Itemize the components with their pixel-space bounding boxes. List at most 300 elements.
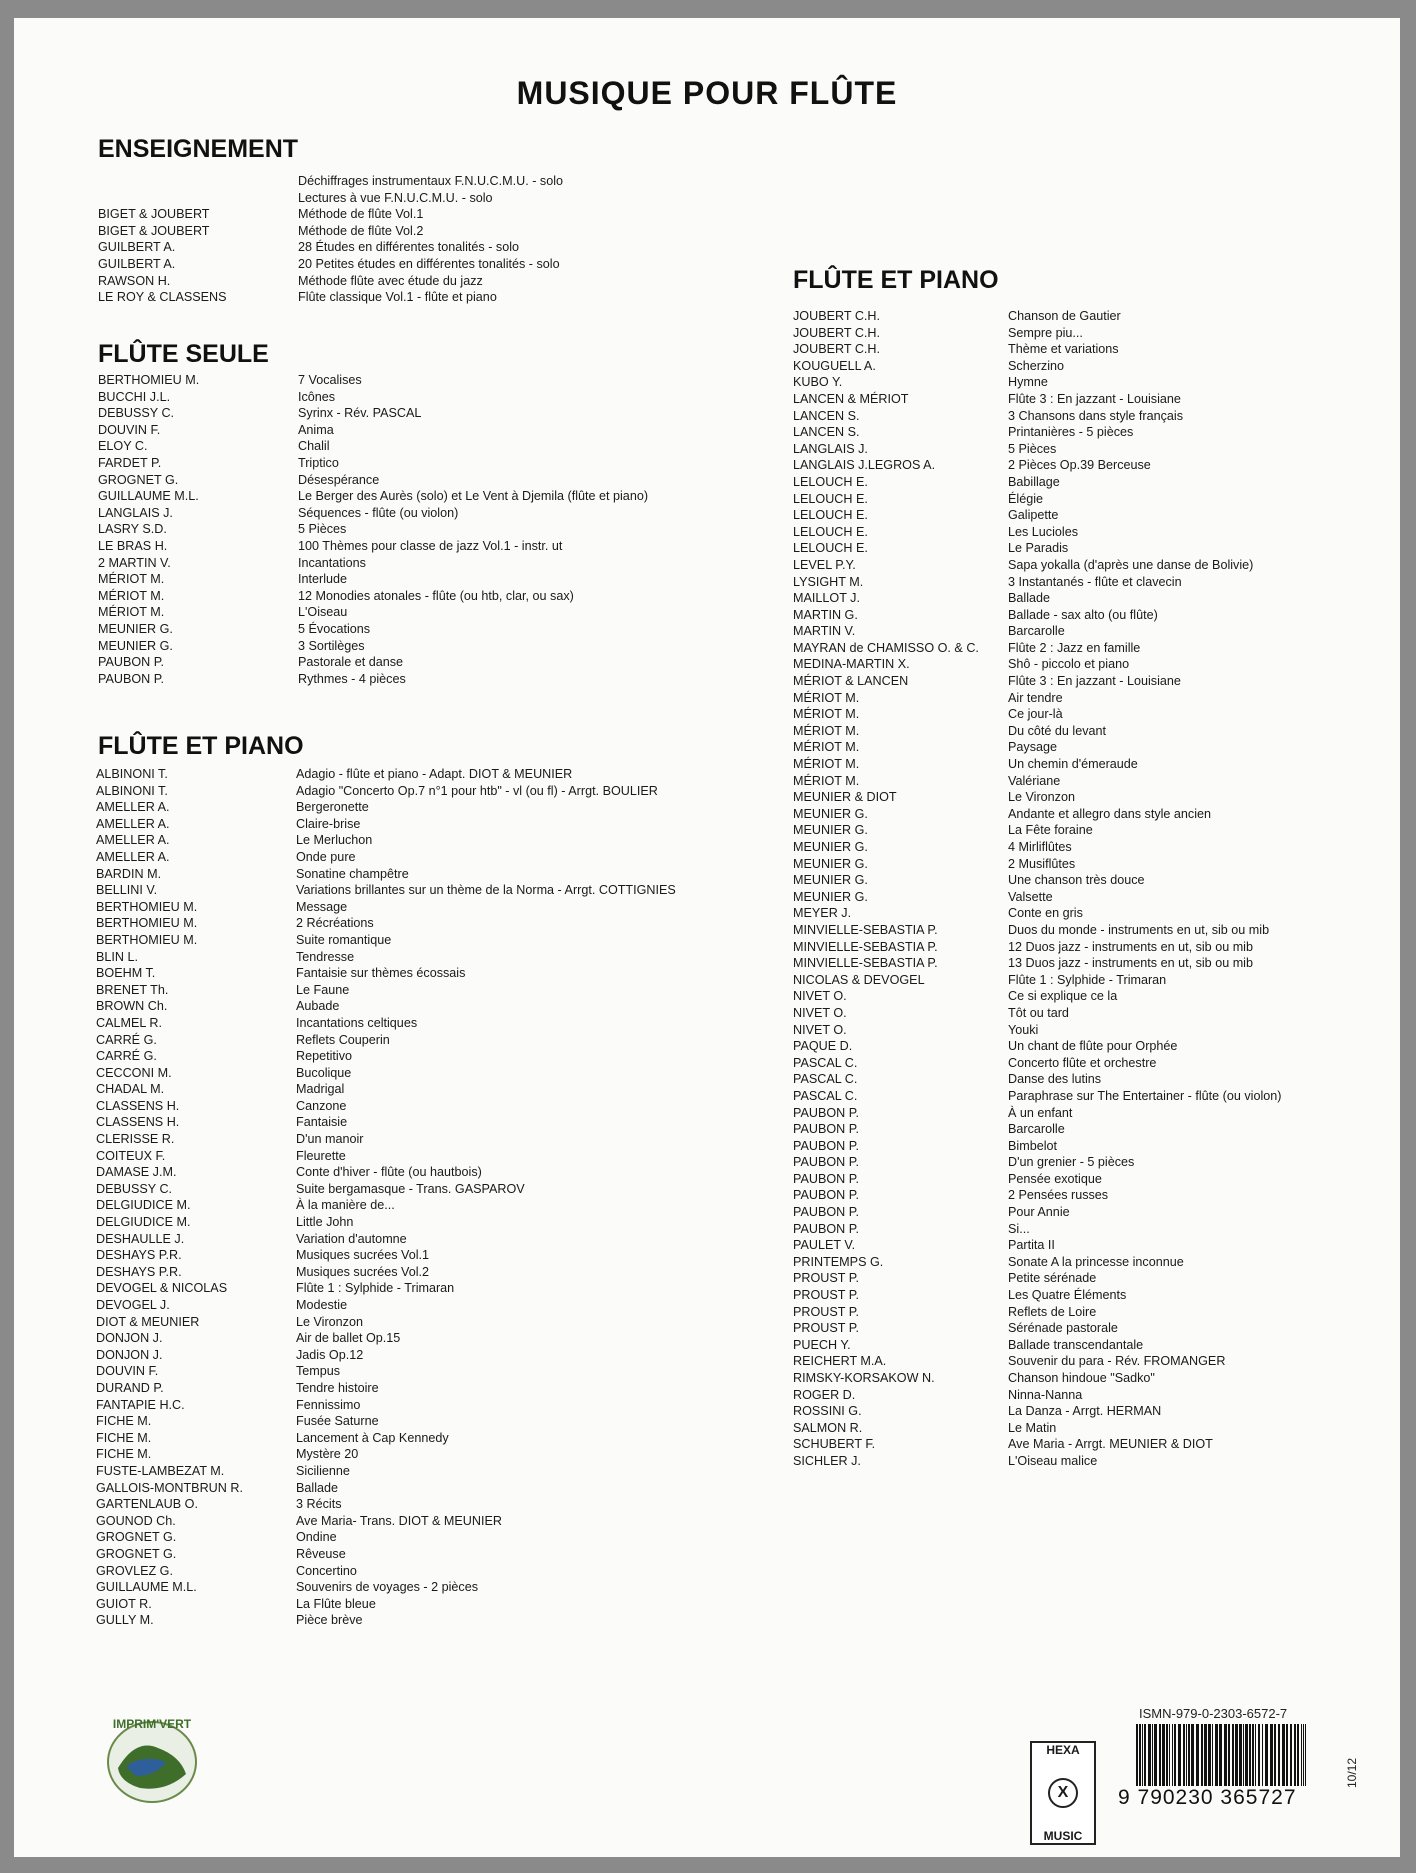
composer-name: ALBINONI T. — [96, 783, 168, 798]
composer-name: PROUST P. — [793, 1288, 860, 1303]
composer-name: FICHE M. — [96, 1430, 152, 1445]
list-item — [96, 932, 676, 949]
list-item — [793, 1221, 1281, 1238]
list-item — [96, 799, 676, 816]
work-title: Paysage — [1008, 740, 1058, 755]
composer-name: REICHERT M.A. — [793, 1354, 887, 1369]
list-item — [96, 1314, 676, 1331]
work-title: Le Berger des Aurès (solo) et Le Vent à Djemila (flûte et piano) — [298, 489, 649, 504]
list-item — [96, 1098, 676, 1115]
composer-name: FICHE M. — [96, 1447, 152, 1462]
work-title: Flûte 3 : En jazzant - Louisiane — [1008, 391, 1181, 406]
work-title: Valériane — [1008, 773, 1061, 788]
composer-name: BELLINI V. — [96, 883, 158, 898]
list-item — [793, 640, 1281, 657]
work-title: Ave Maria- Trans. DIOT & MEUNIER — [296, 1513, 502, 1528]
composer-name: DEVOGEL & NICOLAS — [96, 1281, 228, 1296]
list-item — [96, 1330, 676, 1347]
list-item — [96, 1181, 676, 1198]
list-item — [96, 849, 676, 866]
composer-name: MÉRIOT M. — [98, 605, 165, 620]
work-title: Flûte 3 : En jazzant - Louisiane — [1008, 674, 1181, 689]
work-title: Babillage — [1008, 474, 1060, 489]
composer-name: MEUNIER G. — [793, 856, 868, 871]
work-title: Madrigal — [296, 1082, 345, 1097]
work-title: La Danza - Arrgt. HERMAN — [1008, 1404, 1162, 1419]
list-item — [96, 1280, 676, 1297]
list-item — [793, 1154, 1281, 1171]
composer-name — [98, 173, 298, 190]
composer-name: PAUBON P. — [793, 1205, 860, 1220]
composer-name: PAUBON P. — [793, 1155, 860, 1170]
composer-name: LASRY S.D. — [98, 522, 167, 537]
section-list-flute-piano-right — [793, 308, 1281, 1470]
list-item — [793, 474, 1281, 491]
work-title: Triptico — [298, 455, 339, 470]
list-item — [96, 766, 676, 783]
list-item — [96, 899, 676, 916]
work-title: Adagio "Concerto Op.7 n°1 pour htb" - vl (ou fl) - Arrgt. BOULIER — [296, 783, 658, 798]
composer-name: LELOUCH E. — [793, 541, 868, 556]
work-title: Claire-brise — [296, 816, 361, 831]
barcode-bar — [1305, 1724, 1306, 1786]
list-item — [793, 391, 1281, 408]
list-item — [793, 955, 1281, 972]
composer-name: BIGET & JOUBERT — [98, 223, 210, 238]
composer-name: ROGER D. — [793, 1387, 856, 1402]
list-item — [793, 656, 1281, 673]
work-title: Pièce brève — [296, 1613, 363, 1628]
composer-name: CECCONI M. — [96, 1065, 172, 1080]
list-item — [96, 1397, 676, 1414]
list-item — [793, 1204, 1281, 1221]
barcode-bar — [1252, 1724, 1254, 1786]
list-item — [98, 521, 648, 538]
list-item — [98, 438, 648, 455]
section-heading-enseignement: ENSEIGNEMENT — [98, 135, 299, 163]
list-item — [98, 289, 563, 306]
work-title: Le Vironzon — [296, 1314, 363, 1329]
composer-name: GROGNET G. — [96, 1530, 177, 1545]
composer-name: 2 MARTIN V. — [98, 555, 171, 570]
work-title: À un enfant — [1008, 1105, 1073, 1120]
composer-name: PAUBON P. — [793, 1122, 860, 1137]
work-title: Jadis Op.12 — [296, 1347, 364, 1362]
barcode-bar — [1278, 1724, 1280, 1786]
composer-name: DEBUSSY C. — [96, 1181, 173, 1196]
composer-name: CHADAL M. — [96, 1082, 165, 1097]
composer-name — [98, 190, 298, 207]
work-title: Fleurette — [296, 1148, 346, 1163]
list-item — [96, 1114, 676, 1131]
work-title: À la manière de... — [296, 1198, 395, 1213]
work-title: L'Oiseau — [298, 605, 348, 620]
work-title: Ballade - sax alto (ou flûte) — [1008, 607, 1158, 622]
work-title: Méthode de flûte Vol.2 — [298, 223, 424, 238]
composer-name: MÉRIOT M. — [793, 757, 860, 772]
list-item — [98, 273, 563, 290]
work-title: Sempre piu... — [1008, 325, 1083, 340]
work-title: Chalil — [298, 439, 330, 454]
barcode-bar — [1136, 1724, 1138, 1786]
composer-name: GUIOT R. — [96, 1596, 152, 1611]
work-title: Musiques sucrées Vol.2 — [296, 1264, 430, 1279]
list-item — [98, 405, 648, 422]
composer-name: BERTHOMIEU M. — [98, 373, 200, 387]
composer-name: MEUNIER G. — [793, 873, 868, 888]
list-item — [793, 1187, 1281, 1204]
composer-name: GOUNOD Ch. — [96, 1513, 176, 1528]
work-title: 100 Thèmes pour classe de jazz Vol.1 - instr. ut — [298, 538, 563, 553]
work-title: 3 Chansons dans style français — [1008, 408, 1184, 423]
work-title: 7 Vocalises — [298, 373, 362, 387]
composer-name: DURAND P. — [96, 1380, 164, 1395]
barcode-bar — [1282, 1724, 1285, 1786]
list-item — [793, 408, 1281, 425]
composer-name: KOUGUELL A. — [793, 358, 876, 373]
work-title: Interlude — [298, 572, 348, 587]
list-item — [793, 341, 1281, 358]
barcode-bar — [1162, 1724, 1165, 1786]
composer-name: PAUBON P. — [793, 1138, 860, 1153]
work-title: 2 Récréations — [296, 916, 374, 931]
list-item — [98, 671, 648, 688]
list-item — [793, 822, 1281, 839]
list-item — [793, 1005, 1281, 1022]
composer-name: MEUNIER & DIOT — [793, 790, 897, 805]
work-title: Les Quatre Éléments — [1008, 1288, 1127, 1303]
composer-name: MEDINA-MARTIN X. — [793, 657, 910, 672]
work-title: Un chemin d'émeraude — [1008, 757, 1138, 772]
section-list-flute-piano-left — [96, 766, 676, 1629]
composer-name: MÉRIOT M. — [98, 588, 165, 603]
list-item — [96, 866, 676, 883]
list-item — [793, 1254, 1281, 1271]
composer-name: DELGIUDICE M. — [96, 1215, 191, 1230]
list-item — [793, 325, 1281, 342]
composer-name: MINVIELLE-SEBASTIA P. — [793, 922, 938, 937]
composer-name: LANGLAIS J. — [793, 441, 868, 456]
list-item — [98, 422, 648, 439]
composer-name: MÉRIOT M. — [793, 723, 860, 738]
composer-name: BRENET Th. — [96, 982, 169, 997]
barcode-bar — [1235, 1724, 1238, 1786]
list-item — [793, 424, 1281, 441]
composer-name: BERTHOMIEU M. — [96, 916, 198, 931]
work-title: Barcarolle — [1008, 624, 1065, 639]
composer-name: DONJON J. — [96, 1347, 163, 1362]
composer-name: LE BRAS H. — [98, 538, 168, 553]
composer-name: BUCCHI J.L. — [98, 389, 171, 404]
barcode-bar — [1178, 1724, 1181, 1786]
list-item — [793, 1436, 1281, 1453]
section-heading-flute-seule: FLÛTE SEULE — [98, 340, 269, 368]
list-item — [793, 1171, 1281, 1188]
work-title: Sonate A la princesse inconnue — [1008, 1254, 1184, 1269]
list-item — [96, 1446, 676, 1463]
list-item — [96, 1032, 676, 1049]
composer-name: PAULET V. — [793, 1238, 856, 1253]
work-title: Souvenir du para - Rév. FROMANGER — [1008, 1354, 1226, 1369]
list-item — [96, 1148, 676, 1165]
work-title: Désespérance — [298, 472, 380, 487]
work-title: Little John — [296, 1215, 354, 1230]
work-title: Chanson hindoue "Sadko" — [1008, 1371, 1155, 1385]
work-title: Aubade — [296, 999, 340, 1014]
work-title: Sapa yokalla (d'après une danse de Bolivie) — [1008, 557, 1254, 572]
work-title: La Flûte bleue — [296, 1596, 376, 1611]
barcode-bar — [1270, 1724, 1273, 1786]
work-title: Partita II — [1008, 1238, 1055, 1253]
list-item — [793, 308, 1281, 325]
composer-name: PAUBON P. — [98, 671, 165, 686]
work-title: La Fête foraine — [1008, 823, 1093, 838]
work-title: 2 Pièces Op.39 Berceuse — [1008, 458, 1151, 473]
work-title: Une chanson très douce — [1008, 873, 1145, 888]
composer-name: CARRÉ G. — [96, 1032, 157, 1047]
composer-name: DESHAYS P.R. — [96, 1264, 182, 1279]
list-item — [96, 1065, 676, 1082]
work-title: 13 Duos jazz - instruments en ut, sib ou mib — [1008, 956, 1253, 971]
list-item — [98, 538, 648, 555]
work-title: 5 Pièces — [1008, 441, 1057, 456]
composer-name: CLASSENS H. — [96, 1098, 180, 1113]
barcode-bar — [1144, 1724, 1146, 1786]
barcode-bar — [1188, 1724, 1190, 1786]
list-item — [96, 915, 676, 932]
composer-name: FUSTE-LAMBEZAT M. — [96, 1463, 225, 1478]
work-title: 28 Études en différentes tonalités - solo — [298, 240, 519, 255]
composer-name: JOUBERT C.H. — [793, 309, 881, 323]
barcode-bar — [1239, 1724, 1242, 1786]
list-item — [98, 505, 648, 522]
work-title: Variation d'automne — [296, 1231, 407, 1246]
list-item — [793, 1121, 1281, 1138]
composer-name: PAQUE D. — [793, 1039, 853, 1054]
work-title: Petite sérénade — [1008, 1271, 1097, 1286]
hexa-music-logo — [1030, 1741, 1096, 1845]
work-title: Danse des lutins — [1008, 1072, 1102, 1087]
composer-name: PAUBON P. — [793, 1221, 860, 1236]
work-title: Air de ballet Op.15 — [296, 1331, 401, 1346]
barcode-bar — [1255, 1724, 1256, 1786]
list-item — [96, 1048, 676, 1065]
list-item — [96, 882, 676, 899]
list-item — [96, 1563, 676, 1580]
list-item — [98, 555, 648, 572]
work-title: Sonatine champêtre — [296, 866, 409, 881]
composer-name: BARDIN M. — [96, 866, 162, 881]
composer-name: MAYRAN de CHAMISSO O. & C. — [793, 640, 979, 655]
composer-name: MÉRIOT M. — [98, 572, 165, 587]
list-item — [98, 173, 563, 190]
list-item — [96, 1529, 676, 1546]
work-title: 12 Duos jazz - instruments en ut, sib ou mib — [1008, 939, 1253, 954]
barcode-bar — [1303, 1724, 1304, 1786]
composer-name: PUECH Y. — [793, 1337, 851, 1352]
list-item — [793, 491, 1281, 508]
list-item — [96, 1297, 676, 1314]
work-title: Fennissimo — [296, 1397, 361, 1412]
list-item — [793, 1237, 1281, 1254]
list-item — [96, 1264, 676, 1281]
list-item — [793, 1387, 1281, 1404]
list-item — [793, 1038, 1281, 1055]
list-item — [98, 488, 648, 505]
composer-name: LE ROY & CLASSENS — [98, 290, 227, 305]
list-item — [96, 1430, 676, 1447]
hexa-logo-text: HEXA — [1046, 1743, 1080, 1757]
work-title: Sicilienne — [296, 1463, 350, 1478]
work-title: Concerto flûte et orchestre — [1008, 1055, 1157, 1070]
composer-name: LANGLAIS J. — [98, 505, 173, 520]
composer-name: GARTENLAUB O. — [96, 1497, 198, 1512]
list-item — [98, 239, 563, 256]
work-title: Séquences - flûte (ou violon) — [298, 505, 459, 520]
composer-name: CLASSENS H. — [96, 1115, 180, 1130]
work-title: 5 Évocations — [298, 621, 371, 636]
list-item — [96, 1513, 676, 1530]
list-item — [793, 590, 1281, 607]
composer-name: MÉRIOT & LANCEN — [793, 674, 909, 689]
work-title: Onde pure — [296, 849, 356, 864]
list-item — [793, 1453, 1281, 1470]
composer-name: PASCAL C. — [793, 1072, 858, 1087]
list-item — [793, 1088, 1281, 1105]
barcode-bar — [1183, 1724, 1185, 1786]
composer-name: MEUNIER G. — [98, 638, 173, 653]
imprim-vert-logo — [96, 1708, 208, 1808]
x-circle-icon: X — [1048, 1778, 1078, 1808]
list-item — [98, 571, 648, 588]
barcode-bar — [1174, 1724, 1176, 1786]
work-title: Message — [296, 899, 348, 914]
list-item — [793, 524, 1281, 541]
list-item — [96, 1380, 676, 1397]
list-item — [96, 1197, 676, 1214]
work-title: Ave Maria - Arrgt. MEUNIER & DIOT — [1008, 1437, 1213, 1452]
list-item — [793, 1337, 1281, 1354]
composer-name: CALMEL R. — [96, 1015, 163, 1030]
list-item — [793, 623, 1281, 640]
composer-name: CARRÉ G. — [96, 1049, 157, 1064]
composer-name: GUILLAUME M.L. — [98, 489, 199, 504]
composer-name: MÉRIOT M. — [793, 740, 860, 755]
list-item — [98, 206, 563, 223]
composer-name: PROUST P. — [793, 1271, 860, 1286]
work-title: 5 Pièces — [298, 522, 347, 537]
work-title: Syrinx - Rév. PASCAL — [298, 406, 422, 421]
work-title: Ballade transcendantale — [1008, 1337, 1144, 1352]
list-item — [96, 949, 676, 966]
work-title: Paraphrase sur The Entertainer - flûte (ou violon) — [1008, 1088, 1282, 1103]
work-title: Chanson de Gautier — [1008, 309, 1121, 323]
work-title: Suite bergamasque - Trans. GASPAROV — [296, 1181, 525, 1196]
barcode-bar — [1172, 1724, 1173, 1786]
composer-name: MEUNIER G. — [793, 840, 868, 854]
list-item — [793, 690, 1281, 707]
barcode-bar — [1139, 1724, 1141, 1786]
composer-name: ROSSINI G. — [793, 1404, 862, 1419]
list-item — [793, 773, 1281, 790]
composer-name: MÉRIOT M. — [793, 690, 860, 705]
list-item — [793, 789, 1281, 806]
list-item — [793, 988, 1281, 1005]
list-item — [793, 574, 1281, 591]
composer-name: GALLOIS-MONTBRUN R. — [96, 1480, 243, 1495]
work-title: Modestie — [296, 1298, 348, 1312]
list-item — [96, 1015, 676, 1032]
list-item — [98, 455, 648, 472]
work-title: Canzone — [296, 1098, 347, 1113]
composer-name: NIVET O. — [793, 1022, 847, 1037]
composer-name: DONJON J. — [96, 1331, 163, 1346]
list-item — [793, 839, 1281, 856]
barcode-bar — [1201, 1724, 1203, 1786]
barcode-bar — [1286, 1724, 1288, 1786]
list-item — [96, 1164, 676, 1181]
list-item — [96, 816, 676, 833]
work-title: Élégie — [1008, 491, 1044, 506]
composer-name: MARTIN G. — [793, 607, 858, 622]
composer-name: LEVEL P.Y. — [793, 557, 856, 572]
list-item — [96, 1612, 676, 1629]
work-title: Fantaisie — [296, 1115, 348, 1130]
composer-name: AMELLER A. — [96, 833, 170, 848]
list-item — [98, 256, 563, 273]
barcode-bar — [1232, 1724, 1234, 1786]
composer-name: ELOY C. — [98, 439, 148, 454]
composer-name: MEUNIER G. — [793, 823, 868, 838]
list-item — [793, 1370, 1281, 1387]
work-title: 2 Musiflûtes — [1008, 856, 1076, 871]
composer-name: MEUNIER G. — [793, 806, 868, 821]
list-item — [793, 673, 1281, 690]
list-item — [96, 1363, 676, 1380]
barcode-bar — [1297, 1724, 1299, 1786]
composer-name: MAILLOT J. — [793, 591, 860, 606]
barcode-bar — [1245, 1724, 1248, 1786]
work-title: Tendresse — [296, 949, 355, 964]
list-item — [793, 806, 1281, 823]
composer-name: BROWN Ch. — [96, 999, 168, 1014]
composer-name: LELOUCH E. — [793, 491, 868, 506]
work-title: Concertino — [296, 1563, 357, 1578]
work-title: Rêveuse — [296, 1546, 346, 1561]
composer-name: GROVLEZ G. — [96, 1563, 173, 1578]
work-title: Shô - piccolo et piano — [1008, 657, 1130, 672]
composer-name: DELGIUDICE M. — [96, 1198, 191, 1213]
work-title: Le Paradis — [1008, 541, 1069, 556]
work-title: Sérénade pastorale — [1008, 1321, 1118, 1336]
work-title: Suite romantique — [296, 932, 392, 947]
work-title: Déchiffrages instrumentaux F.N.U.C.M.U. - solo — [298, 174, 564, 188]
barcode-bar — [1249, 1724, 1251, 1786]
work-title: Hymne — [1008, 375, 1048, 390]
list-item — [96, 998, 676, 1015]
composer-name: GROGNET G. — [98, 472, 179, 487]
work-title: Méthode flûte avec étude du jazz — [298, 273, 483, 288]
work-title: Ninna-Nanna — [1008, 1387, 1083, 1402]
composer-name: PASCAL C. — [793, 1055, 858, 1070]
work-title: Variations brillantes sur un thème de la Norma - Arrgt. COTTIGNIES — [296, 883, 676, 898]
work-title: Conte en gris — [1008, 906, 1083, 921]
composer-name: PRINTEMPS G. — [793, 1254, 884, 1269]
list-item — [793, 507, 1281, 524]
list-item — [793, 374, 1281, 391]
work-title: 2 Pensées russes — [1008, 1188, 1109, 1203]
list-item — [96, 1413, 676, 1430]
